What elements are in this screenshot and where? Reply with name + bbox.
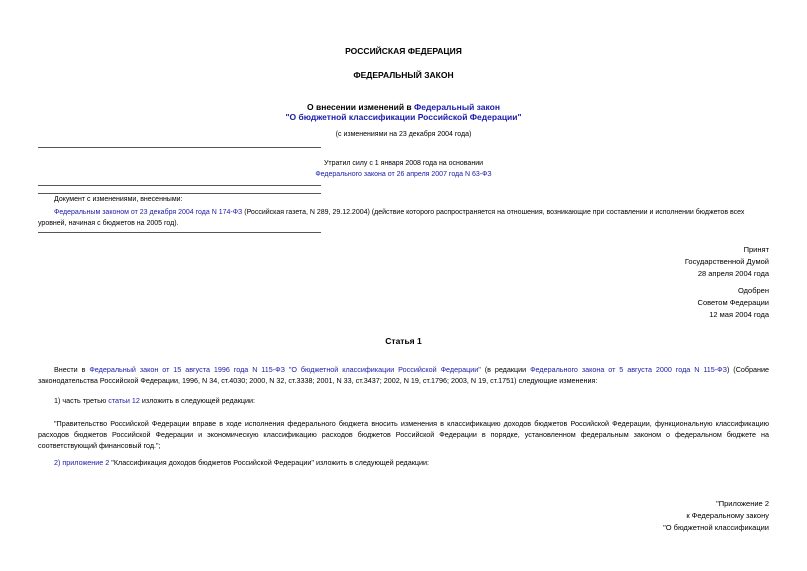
article-paragraph-3: "Правительство Российской Федерации вправе в ходе исполнения федерального бюджета вносить изменения в классификацию доходов бюджетов Российской Федерации, функциональную классификацию расходов бюджетов Российской Федерации и экономическую классификацию расходов бюджетов Российской Федерации в порядке, установленном федеральным законом о федеральном бюджете на соответствующий финансовый год."; — [38, 419, 769, 450]
article-paragraph-2 — [38, 395, 769, 406]
doc-type-heading: ФЕДЕРАЛЬНЫЙ ЗАКОН — [353, 70, 454, 80]
title-link-federal-law[interactable]: Федеральный закон — [414, 102, 500, 112]
divider — [38, 193, 321, 194]
council-label: Советом Федерации — [697, 298, 769, 307]
p4-appendix-link[interactable]: 2) приложение 2 — [54, 458, 110, 467]
country-heading: РОССИЙСКАЯ ФЕДЕРАЦИЯ — [345, 46, 462, 56]
p1-text-c: ) (Собрание законодательства Российской Федерации, 1996, N 34, ст.4030; 2000, N 32, ст.3338; 2001, N 33, ст.3437; 2002, N 19, ст.1796; 2003, N 19, ст.1751) следующие изменения: — [38, 365, 769, 385]
p4-text: "Классификация доходов бюджетов Российской Федерации" изложить в следующей редакции: — [111, 458, 430, 467]
p1-text-a: Внести в — [54, 365, 86, 374]
amendment-note: (с изменениями на 23 декабря 2004 года) — [335, 131, 472, 138]
appendix-header — [663, 498, 769, 534]
divider — [38, 147, 321, 148]
law-title-line1 — [0, 102, 807, 112]
repeal-law-link[interactable]: Федерального закона от 26 апреля 2007 года N 63-ФЗ — [315, 171, 492, 178]
accepted-label: Принят — [743, 245, 769, 254]
title-link-budget-classification[interactable]: "О бюджетной классификации Российской Федерации" — [285, 112, 522, 122]
changes-law-link[interactable]: Федеральным законом от 23 декабря 2004 года N 174-ФЗ — [54, 209, 243, 216]
p2-text-b: изложить в следующей редакции: — [141, 396, 255, 405]
divider — [38, 185, 321, 186]
changes-paragraph — [38, 207, 769, 229]
duma-label: Государственной Думой — [684, 257, 769, 266]
title-prefix: О внесении изменений в — [307, 102, 412, 112]
article-heading: Статья 1 — [385, 336, 422, 346]
duma-date: 28 апреля 2004 года — [697, 269, 769, 278]
adoption-duma — [685, 244, 769, 280]
p1-amend-link[interactable]: Федерального закона от 5 августа 2000 года N 115-ФЗ — [530, 365, 727, 374]
p1-text-b: (в редакции — [484, 365, 527, 374]
appendix-line1: "Приложение 2 — [716, 499, 769, 508]
repeal-note: Утратил силу с 1 января 2008 года на основании — [323, 160, 484, 167]
changes-text: (Российская газета, N 289, 29.12.2004) (действие которого распространяется на отношения, возникающие при составлении и исполнении бюджетов всех уровней, начиная с бюджетов на 2005 год). — [38, 209, 745, 227]
article-paragraph-1 — [38, 364, 769, 386]
adoption-council — [698, 285, 769, 321]
p2-text-a: 1) часть третью — [54, 396, 107, 405]
appendix-line2: к Федеральному закону — [686, 511, 769, 520]
p1-law-link[interactable]: Федеральный закон от 15 августа 1996 года N 115-ФЗ "О бюджетной классификации Российской Федерации" — [89, 365, 481, 374]
approved-label: Одобрен — [738, 286, 769, 295]
council-date: 12 мая 2004 года — [709, 310, 769, 319]
divider — [38, 232, 321, 233]
article-paragraph-4 — [38, 457, 769, 468]
p2-article-link[interactable]: статьи 12 — [108, 396, 140, 405]
appendix-line3: "О бюджетной классификации — [663, 523, 769, 532]
changes-intro: Документ с изменениями, внесенными: — [54, 196, 183, 203]
